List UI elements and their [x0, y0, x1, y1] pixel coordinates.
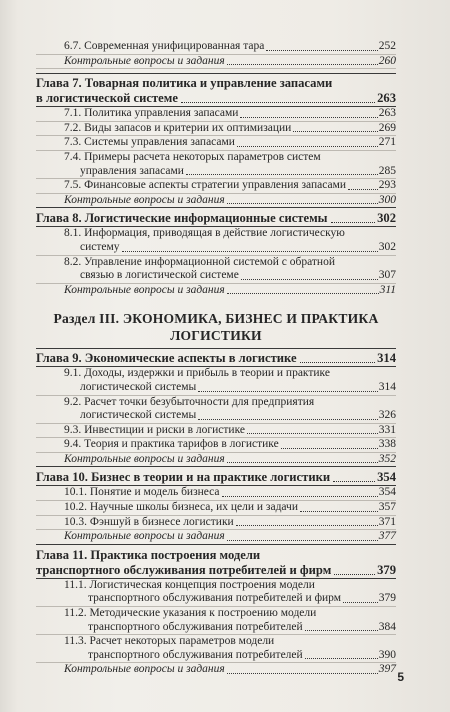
toc-control-questions: Контрольные вопросы и задания 352 — [36, 453, 396, 468]
chapter-title-line2: в логистической системе 263 — [36, 91, 396, 106]
toc-entry: 11.3. Расчет некоторых параметров модели транспортного обслуживания потребителей 390 — [36, 635, 396, 663]
toc-entry: 7.5. Финансовые аспекты стратегии управления запасами 293 — [36, 179, 396, 194]
toc-entry: 9.4. Теория и практика тарифов в логистике 338 — [36, 438, 396, 453]
chapter-8 — [36, 211, 396, 297]
toc-entry: 6.7. Современная унифицированная тара 252 — [36, 40, 396, 55]
chapter-title: Глава 11. Практика построения модели — [36, 547, 261, 562]
chapter-title: Глава 10. Бизнес в теории и на практике логистики 354 — [36, 470, 396, 485]
part-heading: Раздел III. ЭКОНОМИКА, БИЗНЕС И ПРАКТИКА ЛОГИСТИКИ — [53, 311, 379, 343]
toc-entry: 10.3. Фэншуй в бизнесе логистики 371 — [36, 516, 396, 531]
toc-entry: 7.1. Политика управления запасами 263 — [36, 107, 396, 122]
toc-control-questions: Контрольные вопросы и задания 377 — [36, 530, 396, 545]
toc-entry: 8.1. Информация, приводящая в действие логистическую систему 302 — [36, 227, 396, 255]
chapter-9 — [36, 348, 396, 467]
toc-entry: 9.2. Расчет точки безубыточности для предприятия логистической системы 326 — [36, 396, 396, 424]
toc-entry: 7.4. Примеры расчета некоторых параметров систем управления запасами 285 — [36, 151, 396, 179]
table-of-contents — [36, 40, 396, 677]
toc-entry: 7.2. Виды запасов и критерии их оптимизации 269 — [36, 122, 396, 137]
toc-entry: 10.2. Научные школы бизнеса, их цели и задачи 357 — [36, 501, 396, 516]
chapter-title-line2: транспортного обслуживания потребителей и фирм 379 — [36, 562, 396, 577]
toc-entry: 8.2. Управление информационной системой с обратной связью в логистической системе 307 — [36, 256, 396, 284]
chapter-11 — [36, 548, 396, 677]
toc-entry: 10.1. Понятие и модель бизнеса 354 — [36, 486, 396, 501]
toc-entry: 9.1. Доходы, издержки и прибыль в теории и практике логистической системы 314 — [36, 367, 396, 395]
chapter-title: Глава 9. Экономические аспекты в логистике 314 — [36, 351, 396, 366]
toc-entry: 7.3. Системы управления запасами 271 — [36, 136, 396, 151]
toc-control-questions: Контрольные вопросы и задания 260 — [36, 55, 396, 70]
toc-control-questions: Контрольные вопросы и задания 311 — [64, 283, 396, 296]
toc-entry: 11.1. Логистическая концепция построения модели транспортного обслуживания потребителей и фирм 379 — [36, 579, 396, 607]
toc-control-questions: Контрольные вопросы и задания 300 — [36, 194, 396, 209]
toc-entry: 11.2. Методические указания к построению модели транспортного обслуживания потребителей 384 — [36, 607, 396, 635]
chapter-title: Глава 7. Товарная политика и управление запасами — [36, 76, 333, 91]
chapter-10 — [36, 470, 396, 544]
toc-control-questions: Контрольные вопросы и задания 397 — [64, 663, 396, 676]
chapter-7 — [36, 73, 396, 208]
page-number: 5 — [397, 670, 404, 684]
toc-entry: 9.3. Инвестиции и риски в логистике 331 — [36, 424, 396, 439]
chapter-title: Глава 8. Логистические информационные системы 302 — [36, 211, 396, 226]
